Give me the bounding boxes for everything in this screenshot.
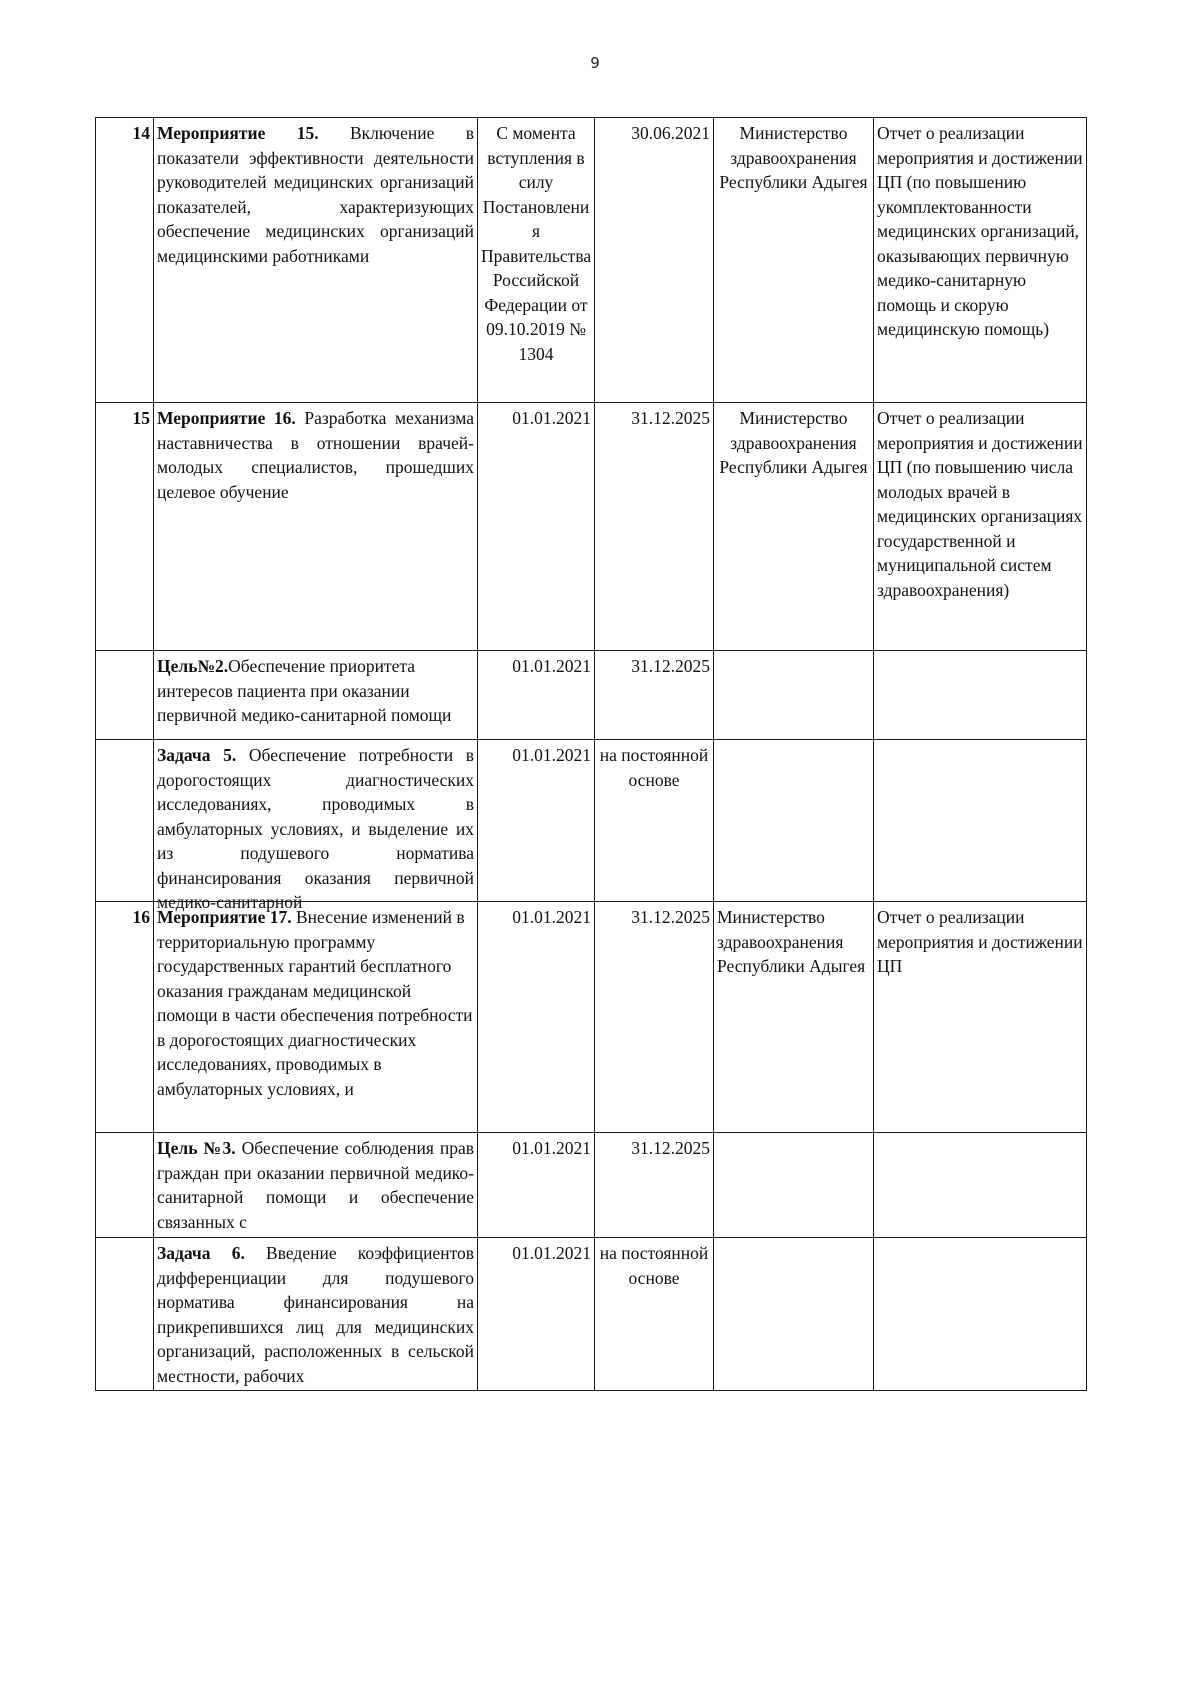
table-row [96,1133,1087,1238]
result [874,403,1087,651]
task-title: Задача 5. [157,745,237,765]
goal-text: Обеспечение приоритета интересов пациента при оказании первичной медико-санитарной помощи [157,656,452,725]
page-number: 9 [590,54,600,72]
activity-text: Внесение изменений в территориальную программу государственных гарантий бесплатного оказания гражданам медицинской помощи в части обеспечения потребности в дорогостоящих диагностических исследованиях, проводимых в амбулаторных условиях, и [157,907,473,1099]
activity-title: Мероприятие 15. [157,123,319,143]
executor [714,740,874,902]
end-date: 31.12.2025 [595,403,714,651]
table-row [96,1238,1087,1391]
row-number [96,1133,154,1238]
end-date: 31.12.2025 [595,1133,714,1238]
table-row [96,740,1087,902]
executor [714,651,874,740]
activity-text: Включение в показатели эффективности деятельности руководителей медицинских организаций показателей, характеризующих обеспечение медицинских организаций медицинскими работниками [157,123,474,266]
start-date: 01.01.2021 [478,403,595,651]
end-date: 31.12.2025 [595,651,714,740]
result [874,1238,1087,1391]
result: Отчет о реализации мероприятия и достижении ЦП [874,902,1087,1133]
result [874,1133,1087,1238]
goal-title: Цель№2. [157,656,229,676]
start-date: 01.01.2021 [478,651,595,740]
activity-description [154,118,478,403]
row-number [96,651,154,740]
result [874,651,1087,740]
executor [714,1133,874,1238]
end-date: на постоянной основе [595,740,714,902]
task-description [154,1238,478,1391]
activity-title: Мероприятие 16. [157,408,296,428]
end-date: 31.12.2025 [595,902,714,1133]
goal-title: Цель №3. [157,1138,236,1158]
task-text: Введение коэффициентов дифференциации для подушевого норматива финансирования на прикрепившихся лиц для медицинских организаций, расположенных в сельской местности, рабочих [157,1243,474,1386]
result-text: Отчет о реализации мероприятия и достижении ЦП (по повышению числа молодых врачей в медицинских организациях государственной и муниципальной систем здравоохранения) [877,408,1083,600]
goal-text: Обеспечение соблюдения прав граждан при оказании первичной медико-санитарной помощи и обеспечение связанных с [157,1138,474,1232]
activity-description [154,403,478,651]
table-row [96,902,1087,1133]
goal-description [154,651,478,740]
task-text: Обеспечение потребности в дорогостоящих диагностических исследованиях, проводимых в амбулаторных условиях, и выделение их из подушевого норматива финансирования оказания первичной медико-санитарной [157,745,474,912]
result [874,118,1087,403]
row-number: 14 [96,118,154,403]
activity-title: Мероприятие 17. [157,907,292,927]
row-number [96,1238,154,1391]
activity-text: Разработка механизма наставничества в отношении врачей-молодых специалистов, прошедших целевое обучение [157,408,474,502]
result-text: Отчет о реализации мероприятия и достижении ЦП (по повышению укомплектованности медицинских организаций, оказывающих первичную медико-санитарную помощь и скорую медицинскую помощь) [877,123,1083,339]
result [874,740,1087,902]
end-date: 30.06.2021 [595,118,714,403]
start-date: 01.01.2021 [478,740,595,902]
goal-description [154,1133,478,1238]
table-row [96,118,1087,403]
end-date: на постоянной основе [595,1238,714,1391]
start-date: С момента вступления в силу Постановлени я Правительства Российской Федерации от 09.10.2019 № 1304 [478,118,595,403]
row-number [96,740,154,902]
table-row [96,651,1087,740]
executor: Министерство здравоохранения Республики Адыгея [714,118,874,403]
activities-table [95,117,1087,1391]
row-number: 16 [96,902,154,1133]
task-title: Задача 6. [157,1243,245,1263]
activity-description [154,902,478,1133]
executor [714,1238,874,1391]
executor: Министерство здравоохранения Республики Адыгея [714,902,874,1133]
task-description [154,740,478,912]
start-date: 01.01.2021 [478,902,595,1133]
row-number: 15 [96,403,154,651]
executor: Министерство здравоохранения Республики Адыгея [714,403,874,651]
start-date: 01.01.2021 [478,1238,595,1391]
table-row [96,403,1087,651]
start-date: 01.01.2021 [478,1133,595,1238]
